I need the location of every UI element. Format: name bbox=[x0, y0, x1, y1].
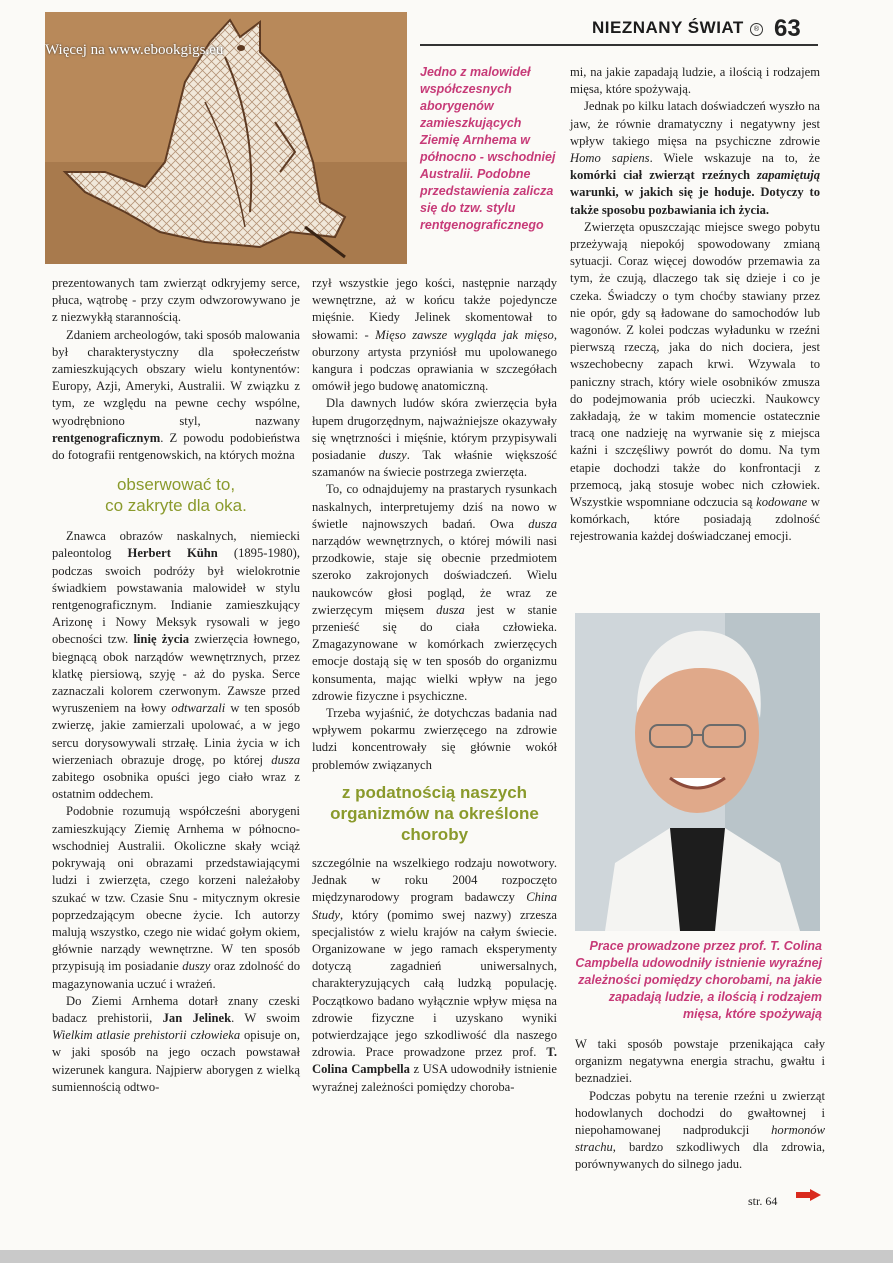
portrait-photo bbox=[575, 613, 820, 931]
registered-mark: ® bbox=[750, 23, 763, 36]
text-run: (1895-1980), podczas swoich podróży był wielokrotnie świadkiem powstawania malowideł w stylu rentgenograficznym. Indianie zamieszkujący Arizonę i Nowy Meksyk rysowali w jego obecności tzw. bbox=[52, 546, 300, 647]
text-column-3-bottom bbox=[575, 1036, 825, 1174]
text-run: Do Ziemi Arnhema dotarł znany czeski badacz prehistorii, bbox=[52, 993, 300, 1025]
bold-text: komórki ciał zwierząt rzeźnych bbox=[570, 168, 758, 183]
text-run: To, co odnajdujemy na prastarych rysunkach naskalnych, interpretujemy dziś na nowo w świetle najnowszych badań. Owa bbox=[312, 482, 557, 531]
text-run: opisuje on, w jaki sposób na jego oczach powstawał wizerunek kangura. Najpierw aborygen z wielką sumiennością odtwo- bbox=[52, 1028, 301, 1094]
text-run: Zdaniem archeologów, taki sposób malowania był charakterystyczny dla społeczeństw zamieszkujących obszary wielu kontynentów: Europy, Azji, Ameryki, Australii. W związku z tym, ze względu na pewne cechy wspólne, wyodrębniono styl, nazwany bbox=[52, 327, 300, 428]
image-caption-bottom: Prace prowadzone przez prof. T. Colina Campbella udowodniły istnienie wyraźnej zależności pomiędzy chorobami, na jakie zapadają ludzie, a ilością i rodzajem mięsa, które spożywają bbox=[575, 939, 822, 1021]
continued-on-page: str. 64 bbox=[748, 1194, 778, 1208]
page-number: 63 bbox=[774, 15, 801, 42]
italic-term: duszy bbox=[182, 959, 211, 974]
paragraph bbox=[312, 481, 557, 705]
magazine-title: NIEZNANY ŚWIAT bbox=[592, 18, 744, 37]
scan-edge bbox=[0, 1250, 893, 1263]
italic-term: dusza bbox=[436, 602, 465, 617]
watermark-text: Więcej na www.ebookgigs.eu bbox=[45, 42, 224, 58]
text-run: Znawca obrazów naskalnych, niemiecki paleontolog bbox=[52, 529, 300, 561]
italic-term: duszy bbox=[378, 448, 407, 463]
text-run: narządów wewnętrznych, o której mówili nasi przodkowie, staje się obecnie przedmiotem szeroko zakrojonych doświadczeń. Wielu naukowców głosi pogląd, że wraz ze zwierzęcym mięsem bbox=[312, 534, 557, 617]
paragraph bbox=[52, 327, 300, 465]
bold-term: linię życia bbox=[133, 632, 190, 647]
italic-term: hormonów strachu bbox=[575, 1123, 825, 1155]
paragraph bbox=[52, 528, 300, 803]
italic-term: kodowane bbox=[756, 495, 808, 510]
pull-quote bbox=[312, 782, 557, 845]
paragraph bbox=[312, 855, 557, 1096]
text-run: oraz zdolność do magazynowania uczuć i wrażeń. bbox=[52, 959, 300, 991]
image-caption-top: Jedno z malowideł współczesnych aborygenów zamieszkujących Ziemię Arnhema w północno - wschodniej Australii. Podobne przedstawienia zalicza się do tzw. stylu rentgenograficznego bbox=[420, 65, 556, 232]
rock-painting-image bbox=[45, 12, 407, 264]
text-run: w komórkach, które posiadają zdolność rejestrowania każdej doświadczanej emocji. bbox=[570, 495, 820, 544]
italic-quote: Mięso zawsze wygląda jak mięso bbox=[375, 327, 554, 342]
paragraph: Trzeba wyjaśnić, że dotychczas badania nad wpływem pokarmu zwierzęcego na zdrowie ludzi koncentrowały się głównie wokół problemów związanych bbox=[312, 706, 557, 772]
pull-quote-line: organizmów na określone bbox=[330, 803, 539, 823]
paragraph: prezentowanych tam zwierząt odkryjemy serce, płuca, wątrobę - przy czym odwzorowywano je z niezwykłą starannością. bbox=[52, 276, 300, 325]
text-run: w ten sposób zwierzę, jakie zamierzali upolować, a w jego sercu dorysowywali strzałę. Linia życia w ich wierzeniach obrazuje drogę, po której bbox=[52, 701, 300, 767]
text-run: , oburzony artysta przyniósł mu upolowanego kangura i podczas oprawiania w szczegółach omówił jego budowę anatomiczną. bbox=[312, 327, 557, 394]
paragraph bbox=[570, 98, 820, 218]
text-run: zabitego osobnika opuści jego ciało wraz z ostatnim oddechem. bbox=[52, 770, 300, 802]
bold-italic-term: zapamiętują bbox=[757, 168, 820, 183]
pull-quote-line: obserwować to, bbox=[116, 475, 236, 495]
italic-term: dusza bbox=[528, 516, 557, 531]
text-run: . Tak właśnie większość szamanów na świecie postrzega zwierzęta. bbox=[312, 448, 557, 480]
italic-term: dusza bbox=[271, 752, 300, 767]
paragraph bbox=[52, 803, 300, 992]
bold-name: Herbert Kühn bbox=[127, 546, 218, 561]
pull-quote-line: choroby bbox=[400, 824, 469, 844]
pull-quote-line: co zakryte dla oka. bbox=[105, 496, 247, 516]
italic-term: China Study bbox=[312, 890, 557, 922]
text-column-3 bbox=[570, 64, 820, 546]
text-run: , który (pomimo swej nazwy) zrzesza specjalistów z wielu krajów na całym świecie. Organizowane w jego ramach eksperymenty dotyczą zagadnień uniwersalnych, charakteryzujących całą ludzką populację. Początkowo badano wyłącznie wpływ mięsa na zdrowie fizyczne i uzyskano wyniki potwierdzające jego szkodliwość dla naszego zdrowia. Prace prowadzone przez prof. bbox=[312, 907, 557, 1060]
paragraph bbox=[575, 1088, 825, 1174]
header-rule bbox=[420, 44, 818, 46]
text-run: Dla dawnych ludów skóra zwierzęcia była łupem drugorzędnym, najważniejsze okazywały się wnętrzności i mięśnie, którym przypisywali posiadanie bbox=[312, 396, 557, 463]
text-run: , bardzo szkodliwych dla zdrowia, porównywanych do silnego jadu. bbox=[575, 1140, 825, 1172]
paragraph bbox=[312, 275, 557, 395]
pull-quote bbox=[52, 474, 300, 516]
text-column-1 bbox=[52, 275, 300, 1096]
text-run: zwierzęcia łownego, biegnącą obok narządów wewnętrznych, przez klatkę piersiową, szyję - aż do pyska. Serce zaznaczali kolorem czerwonym. Zawsze przed wyruszeniem na łowy bbox=[52, 632, 300, 716]
italic-term: Homo sapiens bbox=[570, 151, 650, 166]
bold-text: warunki, w jakich się je hoduje. Dotyczy to także sposobu pozbawiania ich życia. bbox=[570, 185, 820, 217]
text-column-2 bbox=[312, 275, 557, 1096]
text-run: z USA udowodniły istnienie wyraźnej zależności pomiędzy choroba- bbox=[312, 1062, 557, 1094]
text-run: Zwierzęta opuszczając miejsce swego pobytu przeżywają niepokój spowodowany zmianą sytuacji. Coraz więcej dowodów przemawia za tym, że czują, dlaczego tak się dzieje i co je czeka. Świadczy o tym choćby stawiany przez nie opór, gdy są ładowane do samochodów lub wagonów. Z kolei podczas wyładunku w rzeźni pierwszą rzeczą, jaka do nich dociera, jest wszechobecny zapach krwi. Wzywala to paniczny strach, który wiele osobników zmusza do podejmowania prób ucieczki. Naukowcy zakładają, że w takim momencie ostatecznie tracą one nadzieję na wyrwanie się z miejsca kaźni i szczęśliwy powrót do domu. Na tym etapie dochodzi także do konfrontacji z przemocą, jaką stosuje wobec nich człowiek. Wszystkie wspomniane odczucia są bbox=[570, 219, 820, 510]
paragraph: W taki sposób powstaje przenikająca cały organizm negatywna energia strachu, gwałtu i beznadziei. bbox=[575, 1037, 825, 1086]
paragraph bbox=[570, 219, 820, 546]
paragraph bbox=[52, 993, 300, 1096]
bold-name: Jan Jelinek bbox=[162, 1010, 232, 1025]
paragraph bbox=[312, 395, 557, 481]
portrait-illustration bbox=[575, 613, 820, 931]
text-run: . Wiele wskazuje na to, że bbox=[649, 151, 820, 166]
italic-term: odtwarzali bbox=[171, 701, 226, 716]
book-title: Wielkim atlasie prehistorii człowieka bbox=[52, 1028, 241, 1043]
text-run: jest w stanie przenieść się do ciała człowieka. Zmagazynowane w komórkach zwierzęcych emocje dostają się w ten sposób do organizmu konsumenta, mając wielki wpływ na jego zdrowie fizyczne i psychiczne. bbox=[312, 602, 558, 703]
text-run: szczególnie na wszelkiego rodzaju nowotwory. Jednak w roku 2004 rozpoczęto międzynarodowy program badawczy bbox=[312, 855, 557, 905]
text-run: rzył wszystkie jego kości, następnie narządy wewnętrzne, aż w końcu także pojedyncze mięśnie. Kiedy Jelinek skomentował to słowami: - bbox=[312, 276, 557, 342]
pull-quote-line: z podatnością naszych bbox=[341, 782, 528, 802]
bold-name: T. Colina Campbella bbox=[312, 1045, 557, 1077]
paragraph: mi, na jakie zapadają ludzie, a ilością i rodzajem mięsa, które spożywają. bbox=[570, 65, 820, 97]
text-run: . Z powodu podobieństwa do fotografii rentgenowskich, na których można bbox=[52, 430, 300, 463]
text-run: Jednak po kilku latach doświadczeń wyszło na jaw, że równie dramatyczny i negatywny jest wpływ takiego mięsa na psychiczne zdrowie bbox=[570, 99, 820, 148]
text-run: Podczas pobytu na terenie rzeźni u zwierząt hodowlanych dochodzi do gwałtownej i niepohamowanej nadprodukcji bbox=[575, 1088, 825, 1138]
pointing-hand-icon bbox=[794, 1188, 822, 1202]
text-run: Podobnie rozumują współcześni aborygeni zamieszkujący Ziemię Arnhema w północno-wschodniej Australii. Okoliczne skały wciąż pokrywają oni obrazami przedstawiającymi ludzi i zwierzęta, czego korzeni należałoby szukać w tzw. Czasie Snu - mitycznym okresie poprzedzającym obecne życie. Ich autorzy malują wszystko, czego nie widać gołym okiem, głównie narządy wewnętrzne. W ten sposób przypisują im posiadanie bbox=[52, 804, 300, 974]
page-header bbox=[592, 15, 812, 46]
bold-term: rentgenograficznym bbox=[52, 430, 161, 445]
text-run: . W swoim bbox=[231, 1010, 301, 1025]
